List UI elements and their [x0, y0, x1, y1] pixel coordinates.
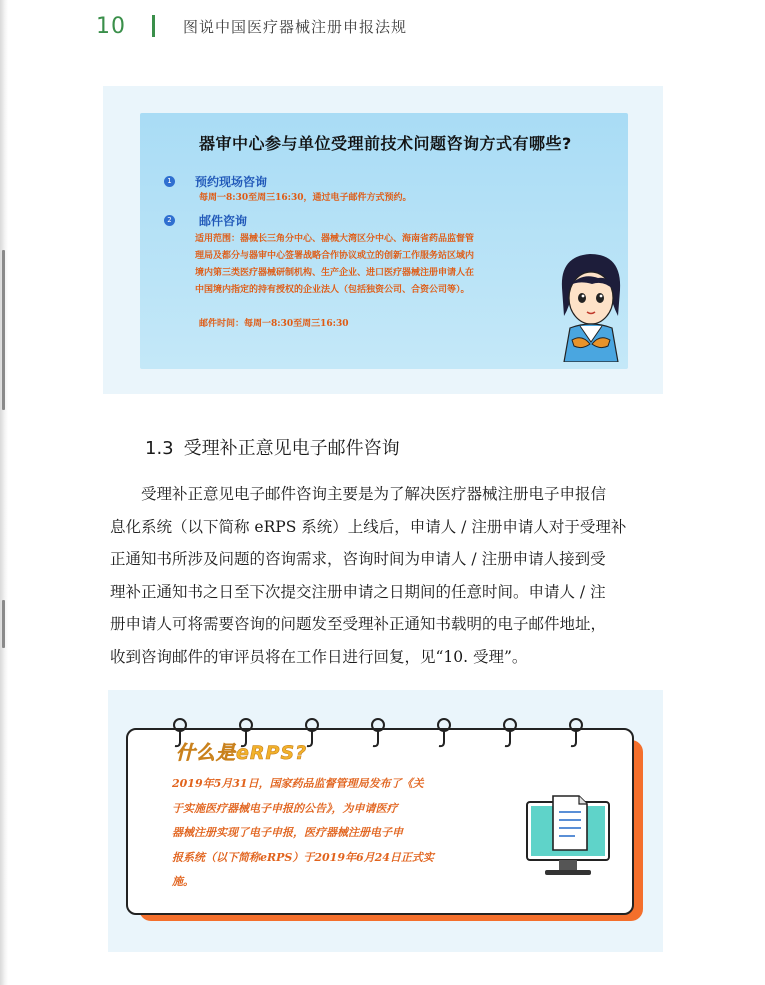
- paragraph-line: 收到咨询邮件的审评员将在工作日进行回复，见“10. 受理”。: [110, 647, 528, 666]
- item-line: 中国境内指定的持有授权的企业法人（包括独资公司、合资公司等）。: [195, 285, 470, 295]
- cartoon-girl-illustration: [552, 246, 630, 362]
- note-card-title: 什么是eRPS?: [176, 742, 308, 764]
- book-title: 图说中国医疗器械注册申报法规: [183, 17, 408, 36]
- spiral-ring-icon: [567, 716, 585, 750]
- section-heading: [145, 434, 400, 460]
- spiral-ring-icon: [369, 716, 387, 750]
- computer-monitor-icon: [523, 790, 613, 880]
- note-line: 施。: [172, 875, 194, 888]
- page-number: 10: [96, 13, 126, 39]
- scan-mark: [2, 250, 5, 410]
- note-line: 报系统（以下简称eRPS）于2019年6月24日正式实: [172, 850, 434, 864]
- paragraph-line: 理补正通知书之日至下次提交注册申请之日期间的任意时间。申请人 / 注: [110, 582, 606, 601]
- paragraph-line: 受理补正意见电子邮件咨询主要是为了解决医疗器械注册电子申报信: [141, 485, 607, 503]
- note-line: 2019年5月31日，国家药品监督管理局发布了《关: [172, 777, 424, 790]
- note-line: 器械注册实现了电子申报，医疗器械注册电子申: [172, 826, 403, 839]
- item-line: 境内第三类医疗器械研制机构、生产企业、进口医疗器械注册申请人在: [195, 268, 475, 278]
- paragraph-line: 册申请人可将需要咨询的问题发至受理补正通知书载明的电子邮件地址，: [110, 615, 607, 633]
- body-paragraph: [110, 478, 665, 673]
- note-line: 于实施医疗器械电子申报的公告》，为申请医疗: [172, 801, 398, 815]
- paragraph-line: 息化系统（以下简称 eRPS 系统）上线后，申请人 / 注册申请人对于受理补: [110, 517, 627, 536]
- spiral-ring-icon: [435, 716, 453, 750]
- page-header: [96, 10, 407, 42]
- item-heading: 预约现场咨询: [195, 175, 268, 189]
- header-divider: [152, 15, 155, 37]
- item-text: [199, 190, 411, 207]
- item-heading: 邮件咨询: [199, 214, 248, 228]
- section-title: 受理补正意见电子邮件咨询: [183, 438, 400, 459]
- scan-mark: [2, 600, 5, 648]
- item-line: 每周一8:30至周三16:30，通过电子邮件方式预约。: [199, 193, 412, 203]
- spiral-ring-icon: [501, 716, 519, 750]
- paragraph-line: 正通知书所涉及问题的咨询需求，咨询时间为申请人 / 注册申请人接到受: [110, 550, 606, 568]
- item-line: 理局及都分与器审中心签署战略合作协议或立的创新工作服务站区域内: [195, 251, 475, 261]
- item-number-badge: 2: [164, 215, 175, 226]
- item-number-badge: 1: [164, 176, 175, 187]
- scan-edge: [0, 0, 8, 985]
- note-card-text: [172, 772, 514, 895]
- email-hours: 邮件时间：每周一8:30至周三16:30: [199, 319, 349, 329]
- section-number: 1.3: [145, 438, 174, 459]
- item-text: [195, 231, 565, 299]
- item-line: 适用范围：器械长三角分中心、器械大湾区分中心、海南省药品监督管: [195, 234, 475, 244]
- info-card-title: 器审中心参与单位受理前技术问题咨询方式有哪些?: [199, 134, 572, 153]
